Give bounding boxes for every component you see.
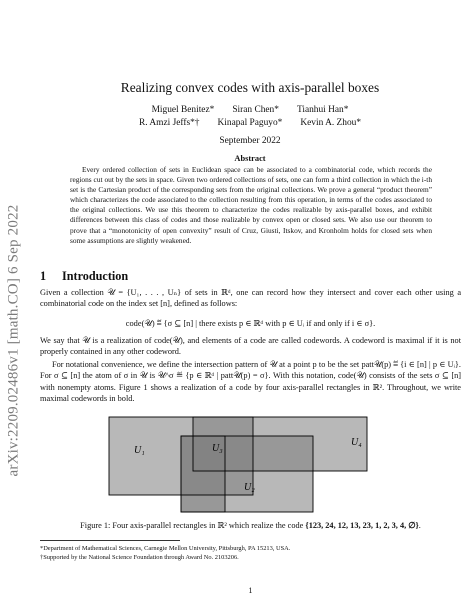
- paper-title: Realizing convex codes with axis-parallel boxes: [120, 80, 380, 95]
- figure-rectangles-diagram: [108, 416, 370, 514]
- author-name: R. Amzi Jeffs*†: [138, 118, 200, 128]
- author-row-2: [40, 117, 460, 130]
- caption-suffix: .: [418, 521, 421, 530]
- author-list: [40, 104, 460, 130]
- intro-paragraph-1: Given a collection 𝒰 = {U₁, . . . , Uₙ} of sets in ℝᵈ, one can record how they intersect and cover each other using a combinatorial code on the index set [n], defined as follows:: [40, 288, 461, 309]
- label-u4: U₄: [351, 437, 362, 448]
- abstract-body: Every ordered collection of sets in Euclidean space can be associated to a combinatorial code, which records the regions cut out by the sets in space. Given two ordered collections of sets, one can form a third collection in which the i-th set is the Cartesian product of the corresponding sets from the original collections. We prove a general “product theorem” which characterizes the code associated to the collection resulting from this operation, in terms of the codes associated to the original collections. We use this theorem to characterize the codes realizable by axis-parallel boxes, and exhibit differences between this class of codes and those realizable by convex open or closed sets. We also use our theorem to prove that a “monotonicity of open convexity” result of Cruz, Giusti, Itskov, and Kronholm holds for closed sets when some assumptions are slightly weakened.: [70, 165, 432, 245]
- section-title: Introduction: [62, 269, 129, 283]
- code-definition-equation: code(𝒰) ≝ {σ ⊆ [n] | there exists p ∈ ℝᵈ with p ∈ Uᵢ if and only if i ∈ σ}.: [125, 319, 376, 328]
- author-name: Miguel Benitez*: [151, 105, 215, 115]
- author-name: Kevin A. Zhou*: [300, 118, 362, 128]
- section-number: 1: [40, 269, 47, 283]
- caption-prefix: Figure 1: Four axis-parallel rectangles in ℝ² which realize the code: [80, 521, 306, 530]
- footnote-affiliation: *Department of Mathematical Sciences, Carnegie Mellon University, Pittsburgh, PA 15213, USA.: [40, 545, 291, 552]
- arxiv-identifier-text: arXiv:2209.02486v1 [math.CO] 6 Sep 2022: [5, 204, 22, 476]
- label-u2: U₂: [244, 482, 255, 493]
- author-name: Tianhui Han*: [296, 105, 349, 115]
- footnotes: [40, 544, 461, 563]
- label-u1: U₁: [134, 445, 145, 456]
- abstract-heading: Abstract: [234, 154, 266, 163]
- arxiv-identifier-stamp: [2, 140, 26, 540]
- author-name: Kinapal Paguyo*: [217, 118, 283, 128]
- label-u3: U₃: [212, 443, 223, 454]
- intro-paragraph-2: We say that 𝒰 is a realization of code(𝒰), and elements of a code are called codewords. A codeword is maximal if it is not properly contained in any other codeword.: [40, 336, 461, 357]
- figure-caption: [40, 520, 461, 531]
- publication-date: September 2022: [219, 136, 281, 146]
- footnote-divider: [40, 540, 180, 541]
- intro-paragraph-3: For notational convenience, we define the intersection pattern of 𝒰 at a point p to be the set patt𝒰(p) ≝ {i ∈ [n] | p ∈ Uᵢ}. For σ ⊆ [n] the atom of σ in 𝒰 is 𝒰^σ ≝ {p ∈ ℝᵈ | patt𝒰(p) = σ}. With this notation, code(𝒰) consists of the sets σ ⊆ [n] with nonempty atoms. Figure 1 shows a realization of a code by four axis-parallel rectangles in ℝ². Throughout, we write maximal codewords in bold.: [40, 360, 461, 404]
- footnote-funding: †Supported by the National Science Foundation through Award No. 2103206.: [40, 554, 239, 562]
- caption-code: {123, 24, 12, 13, 23, 1, 2, 3, 4, ∅}: [305, 521, 419, 530]
- rectangle-u2: [181, 436, 313, 512]
- author-name: Siran Chen*: [232, 105, 279, 115]
- author-row-1: [40, 104, 460, 117]
- page-number: 1: [248, 586, 253, 595]
- section-heading: [40, 269, 128, 284]
